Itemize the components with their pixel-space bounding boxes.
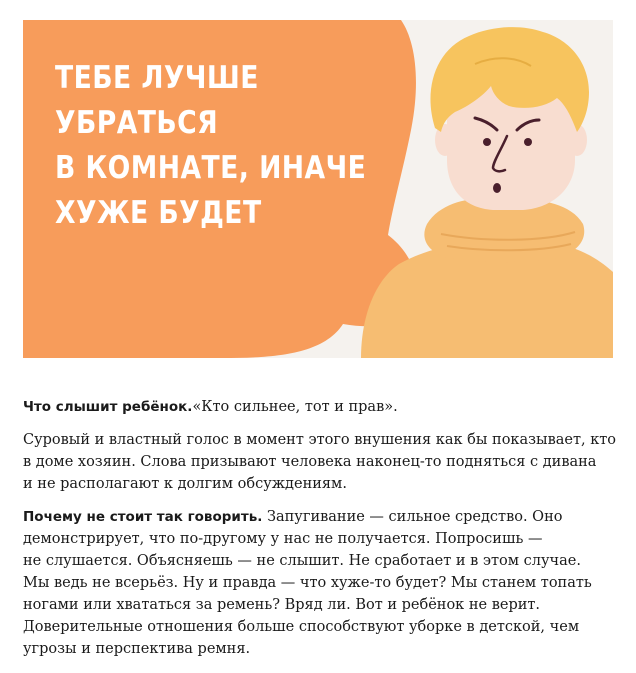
- article-body: [23, 396, 617, 671]
- paragraph-line: ногами или хвататься за ремень? Вряд ли. Вот и ребёнок не верит.: [23, 597, 541, 613]
- paragraph-line: Мы ведь не всерьёз. Ну и правда — что хуже-то будет? Мы станем топать: [23, 575, 592, 591]
- right-eye: [524, 138, 532, 146]
- paragraph-lead: Почему не стоит так говорить.: [23, 509, 263, 525]
- speech-line: В КОМНАТЕ, ИНАЧЕ: [55, 150, 367, 186]
- paragraph-line: в доме хозяин. Слова призывают человека наконец-то подняться с дивана: [23, 454, 597, 470]
- paragraph-line: демонстрирует, что по-другому у нас не получается. Попросишь —: [23, 531, 543, 547]
- left-eye: [483, 138, 491, 146]
- paragraph-why-not-say: [23, 506, 613, 660]
- speech-bubble-text: [55, 56, 367, 236]
- paragraph-line: и не располагают к долгим обсуждениям.: [23, 476, 347, 492]
- paragraph-line: не слушается. Объясняешь — не слышит. Не сработает и в этом случае.: [23, 553, 581, 569]
- paragraph-what-child-hears: [23, 396, 613, 418]
- paragraph-text: «Кто сильнее, тот и прав».: [192, 399, 398, 415]
- paragraph-line: Доверительные отношения больше способствуют уборке в детской, чем: [23, 619, 580, 635]
- paragraph-line: угрозы и перспектива ремня.: [23, 641, 251, 657]
- paragraph-line: Суровый и властный голос в момент этого внушения как бы показывает, кто: [23, 432, 617, 448]
- speech-line: ХУЖЕ БУДЕТ: [55, 195, 262, 231]
- paragraph-explanation: [23, 429, 617, 495]
- paragraph-lead: Что слышит ребёнок.: [23, 399, 193, 415]
- paragraph-first-line: [23, 506, 613, 528]
- paragraph-text: Запугивание — сильное средство. Оно: [262, 509, 563, 525]
- speech-line: УБРАТЬСЯ: [55, 105, 219, 141]
- mouth: [493, 183, 501, 193]
- speech-line: ТЕБЕ ЛУЧШЕ: [55, 60, 259, 96]
- article-illustration: [23, 20, 613, 358]
